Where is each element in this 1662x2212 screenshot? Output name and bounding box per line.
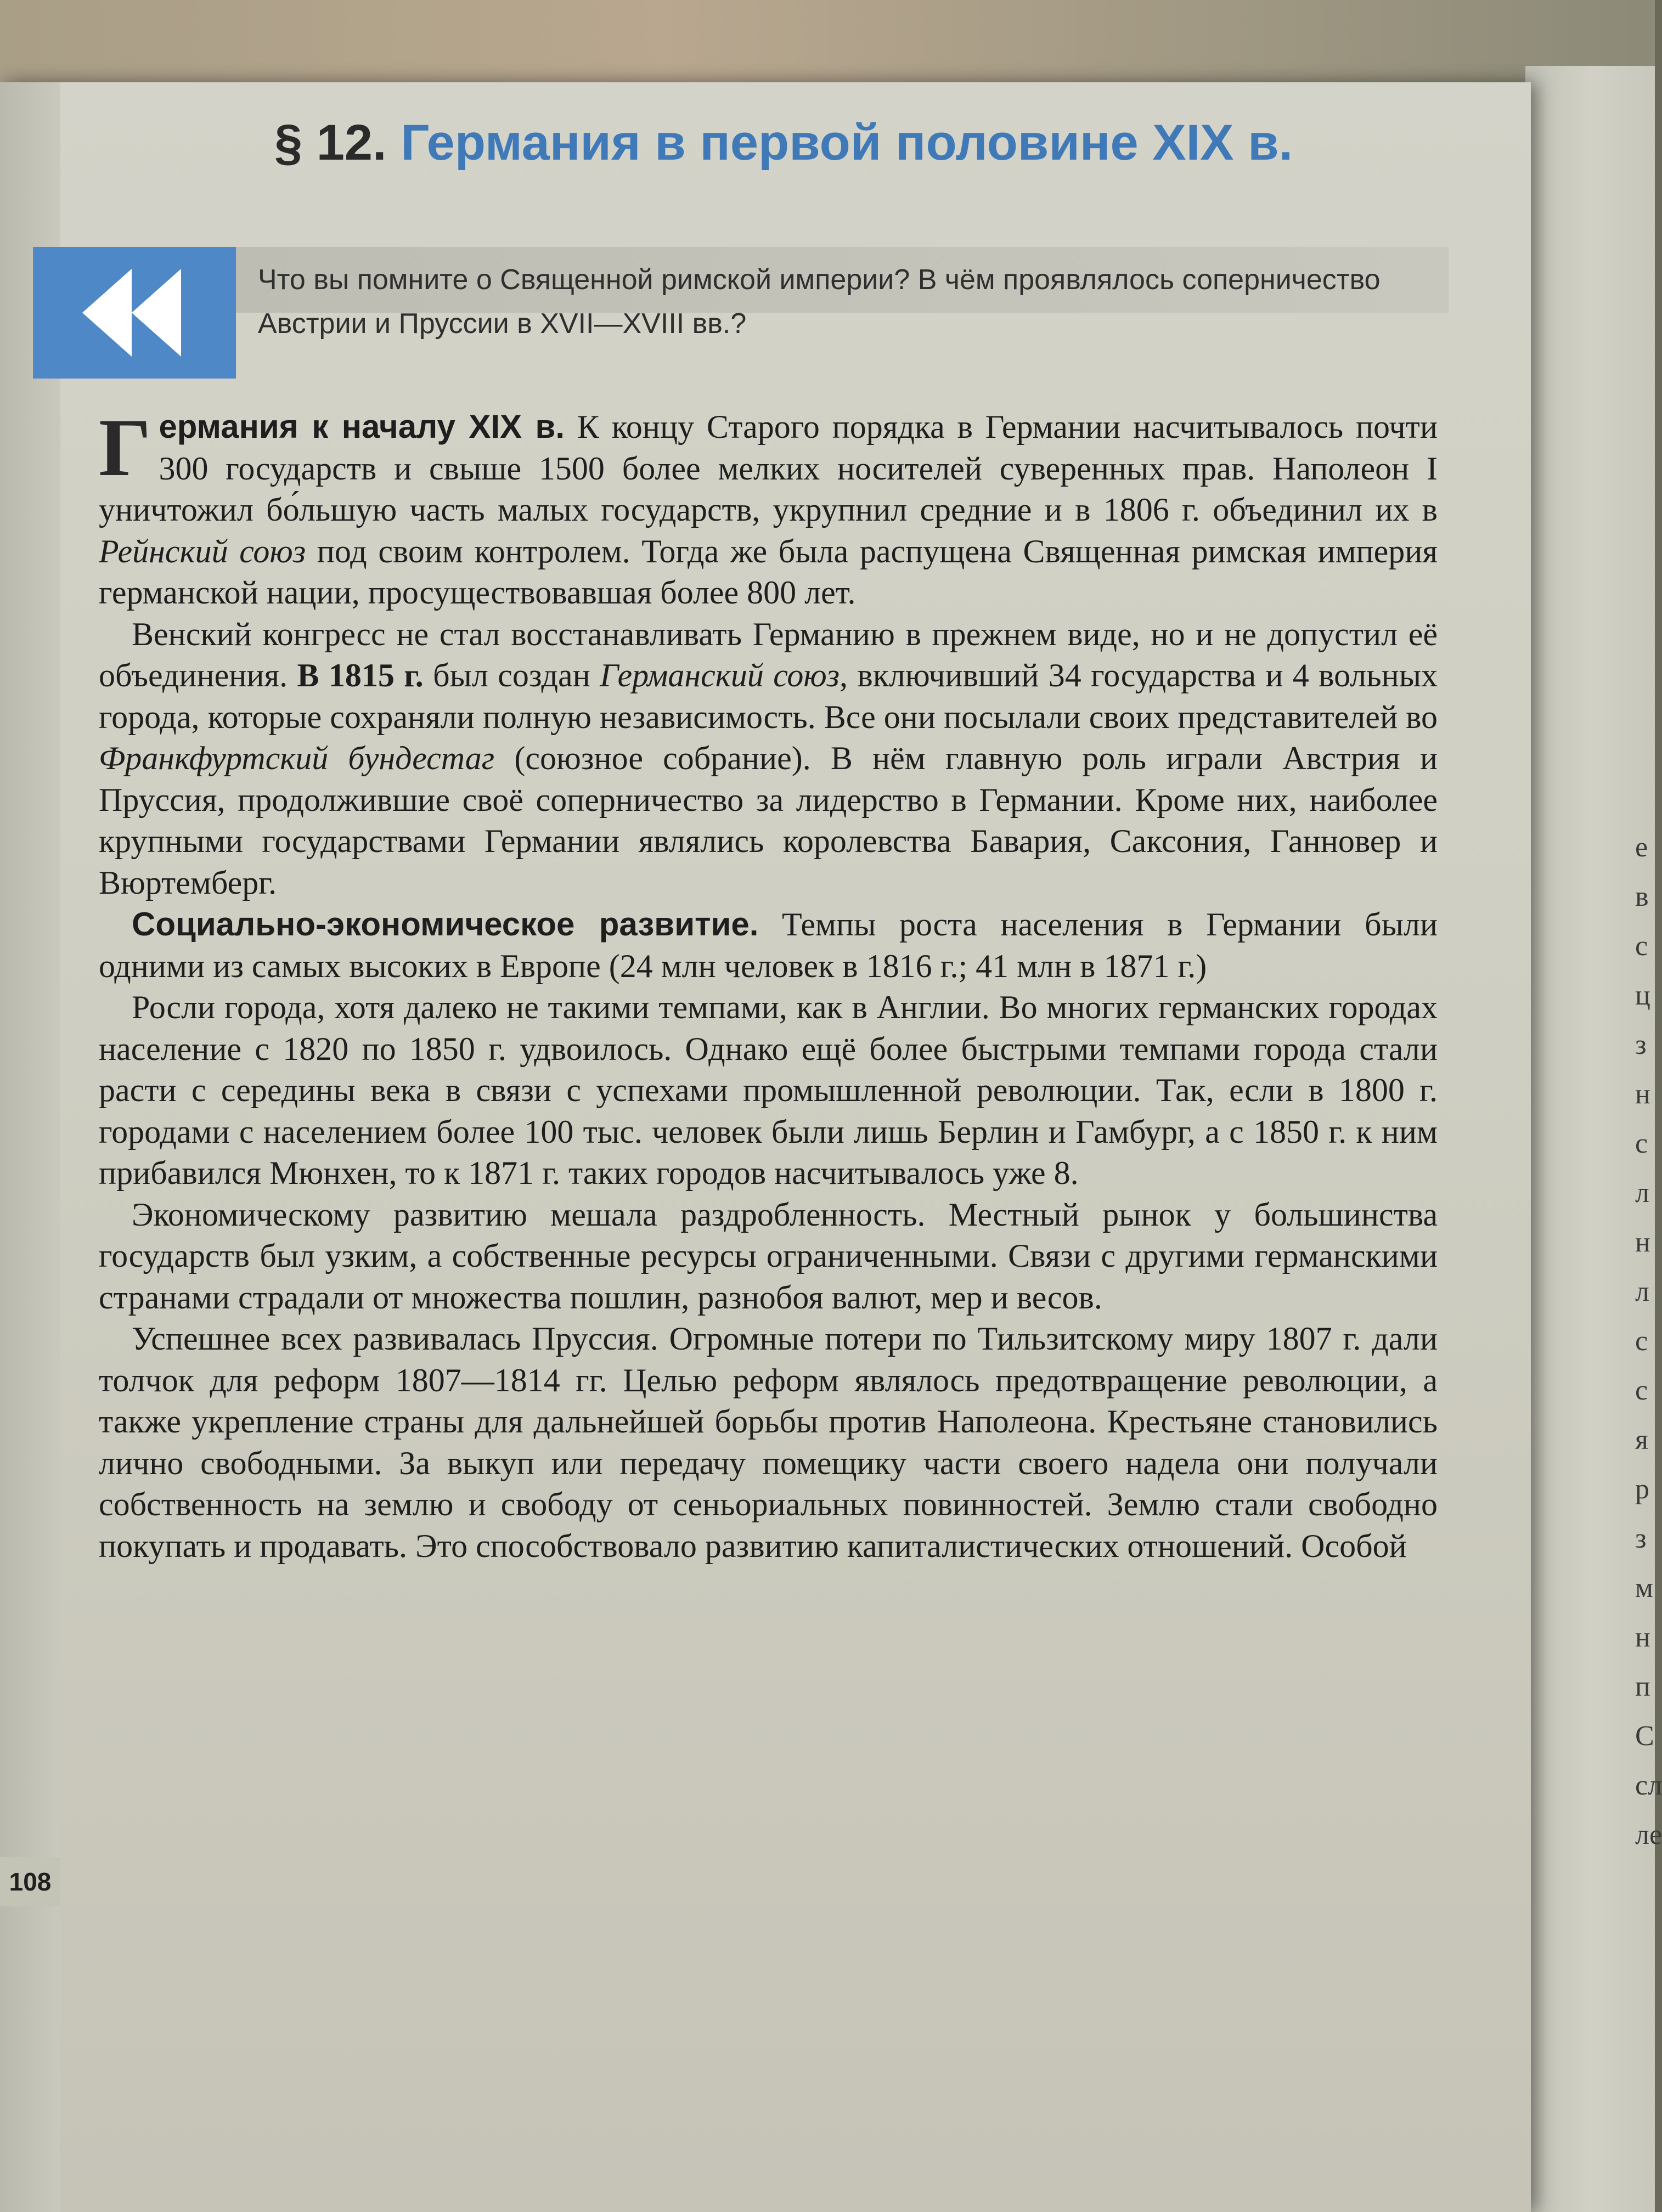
paragraph-lead: Социально-экономическое развитие. bbox=[132, 906, 759, 943]
paragraph-prussia bbox=[99, 1318, 1438, 1567]
paragraph-germany-early-19c bbox=[99, 402, 1438, 614]
paragraph-lead: ермания к началу XIX в. bbox=[159, 408, 565, 445]
facing-page-text-fragments bbox=[1635, 823, 1662, 1860]
paragraph-socioeconomic bbox=[99, 904, 1438, 987]
rewind-double-arrow-icon bbox=[33, 247, 236, 379]
fragment: з bbox=[1635, 1029, 1647, 1060]
paragraph-text: (союзное собрание). В нём главную роль играли Австрия и Пруссия, продолжившие своё соперничество за лидерство в Германии. Кроме них, наиболее крупными государствами Германии являлись королевства Бавария, Саксония, Ганновер и Вюртемберг. bbox=[99, 740, 1438, 901]
term-frankfurt-bundestag: Франкфуртский бундестаг bbox=[99, 740, 495, 776]
fragment: л bbox=[1635, 1276, 1649, 1307]
fragment: С bbox=[1635, 1720, 1654, 1752]
fragment: л bbox=[1635, 1177, 1649, 1209]
fragment: н bbox=[1635, 1227, 1650, 1258]
section-heading bbox=[274, 110, 1481, 176]
fragment: с bbox=[1635, 1325, 1648, 1357]
paragraph-text: Росли города, хотя далеко не такими темпами, как в Англии. Во многих германских городах население с 1820 по 1850 г. удвоилось. Однако ещё более быстрыми темпами города стали расти с середины века в связи с успехами промышленной революции. Так, если в 1800 г. городами с населением более 100 тыс. человек были лишь Берлин и Гамбург, а с 1850 г. к ним прибавился Мюнхен, то к 1871 г. таких городов насчитывалось уже 8. bbox=[99, 989, 1438, 1191]
section-title: Германия в первой половине XIX в. bbox=[401, 115, 1293, 171]
paragraph-text: Венский конгресс не стал восстанавливать Германию в прежнем виде, но и не допустил её объединения. bbox=[99, 616, 1438, 693]
fragment: р bbox=[1635, 1474, 1649, 1505]
term-rhine-confederation: Рейнский союз bbox=[99, 533, 306, 569]
fragment: е bbox=[1635, 832, 1648, 863]
fragment: н bbox=[1635, 1622, 1650, 1653]
paragraph-text: Успешнее всех развивалась Пруссия. Огромные потери по Тильзитскому миру 1807 г. дали толчок для реформ 1807—1814 гг. Целью реформ являлось предотвращение революции, а также укрепление страны для дальнейшей борьбы против Наполеона. Крестьяне становились лично свободными. За выкуп или передачу помещику части своего надела они получали собственность на землю и свободу от сеньориальных повинностей. Землю стали свободно покупать и продавать. Это способствовало развитию капиталистических отношений. Особой bbox=[99, 1321, 1438, 1564]
fragment: ле bbox=[1635, 1819, 1662, 1850]
section-number: § 12. bbox=[274, 115, 387, 171]
paragraph-cities bbox=[99, 987, 1438, 1194]
fragment: п bbox=[1635, 1671, 1650, 1702]
paragraph-fragmentation bbox=[99, 1194, 1438, 1319]
paragraph-text: был создан bbox=[423, 657, 600, 693]
fragment: с bbox=[1635, 1128, 1648, 1159]
fragment: з bbox=[1635, 1523, 1647, 1554]
fragment: ц bbox=[1635, 980, 1650, 1011]
fragment: с bbox=[1635, 930, 1648, 962]
page-body bbox=[99, 402, 1438, 1567]
paragraph-text: К концу Старого порядка в Германии насчитывалось почти 300 государств и свыше 1500 более мелких носителей суверенных прав. Наполеон I уничтожил бо́льшую часть малых государств, укрупнил средние и в 1806 г. объединил их в bbox=[99, 409, 1438, 528]
drop-cap: Г bbox=[99, 402, 151, 493]
fragment: сл bbox=[1635, 1770, 1662, 1801]
review-question-box bbox=[33, 219, 1449, 379]
paragraph-text: под своим контролем. Тогда же была распущена Священная римская империя германской нации, просуществовавшая более 800 лет. bbox=[99, 533, 1438, 611]
page-number: 108 bbox=[0, 1857, 60, 1906]
paragraph-text: Экономическому развитию мешала раздробленность. Местный рынок у большинства государств был узким, а собственные ресурсы ограниченными. Связи с другими германскими странами страдали от множества пошлин, разнобоя валют, мер и весов. bbox=[99, 1196, 1438, 1316]
date-1815: В 1815 г. bbox=[297, 657, 424, 693]
review-question-text: Что вы помните о Священной римской империи? В чём проявлялось соперничество Австрии и Пруссии в XVII—XVIII вв.? bbox=[258, 264, 1381, 340]
fragment: я bbox=[1635, 1424, 1648, 1455]
fragment: в bbox=[1635, 881, 1649, 912]
fragment: м bbox=[1635, 1572, 1653, 1604]
paragraph-text: , включивший 34 государства и 4 вольных города, которые сохраняли полную независимость. Все они посылали своих представителей во bbox=[99, 657, 1438, 735]
fragment: с bbox=[1635, 1375, 1648, 1406]
paragraph-text: Темпы роста населения в Германии были одними из самых высоких в Европе (24 млн человек в 1816 г.; 41 млн в 1871 г.) bbox=[99, 906, 1438, 984]
paragraph-vienna-congress bbox=[99, 614, 1438, 904]
fragment: н bbox=[1635, 1079, 1650, 1110]
term-german-confederation: Германский союз bbox=[600, 657, 840, 693]
